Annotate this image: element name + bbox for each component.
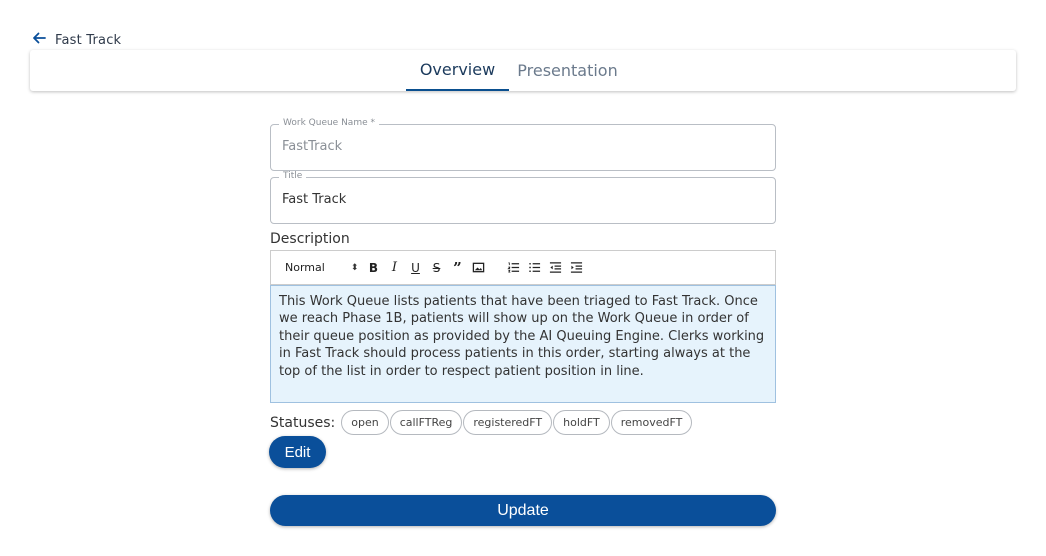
bold-icon[interactable]: B — [368, 260, 379, 275]
arrow-left-icon — [31, 30, 47, 50]
title-value: Fast Track — [282, 192, 347, 207]
edit-statuses-button[interactable]: Edit — [269, 436, 326, 468]
status-chip: removedFT — [611, 410, 693, 435]
work-queue-name-field[interactable] — [270, 118, 776, 171]
format-select-value: Normal — [285, 261, 325, 274]
blockquote-icon[interactable]: ” — [453, 258, 462, 277]
image-icon[interactable] — [468, 259, 489, 277]
strike-icon[interactable]: S — [432, 260, 441, 275]
bullet-list-icon[interactable] — [524, 259, 545, 277]
status-chip: registeredFT — [463, 410, 552, 435]
indent-icon[interactable] — [566, 259, 587, 277]
status-chip: callFTReg — [390, 410, 463, 435]
outdent-icon[interactable] — [545, 259, 566, 277]
underline-icon[interactable]: U — [411, 260, 420, 275]
back-link[interactable] — [31, 30, 121, 50]
update-button[interactable]: Update — [270, 495, 776, 526]
status-chip: open — [341, 410, 388, 435]
tab-overview[interactable]: Overview — [406, 50, 509, 91]
status-chip: holdFT — [553, 410, 610, 435]
editor-toolbar — [270, 250, 776, 285]
statuses-row — [270, 410, 693, 435]
ordered-list-icon[interactable] — [503, 259, 524, 277]
tab-bar — [30, 50, 1016, 91]
title-label: Title — [279, 171, 306, 181]
description-editor[interactable]: This Work Queue lists patients that have been triaged to Fast Track. Once we reach Phase 1B, patients will show up on the Work Queue in order of their queue position as provided by the AI Queuing Engine. Clerks working in Fast Track should process patients in this order, starting always at the top of the list in order to respect patient position in line. — [270, 285, 776, 403]
work-queue-name-value: FastTrack — [282, 139, 343, 154]
statuses-label: Statuses: — [270, 414, 336, 431]
tab-presentation[interactable]: Presentation — [517, 61, 618, 80]
work-queue-name-label: Work Queue Name * — [279, 118, 379, 128]
description-label: Description — [270, 231, 350, 247]
italic-icon[interactable]: I — [391, 260, 398, 275]
format-select[interactable] — [285, 261, 363, 274]
select-caret-icon: ⬍ — [350, 262, 359, 273]
back-link-label: Fast Track — [55, 32, 122, 48]
title-field[interactable] — [270, 171, 776, 224]
